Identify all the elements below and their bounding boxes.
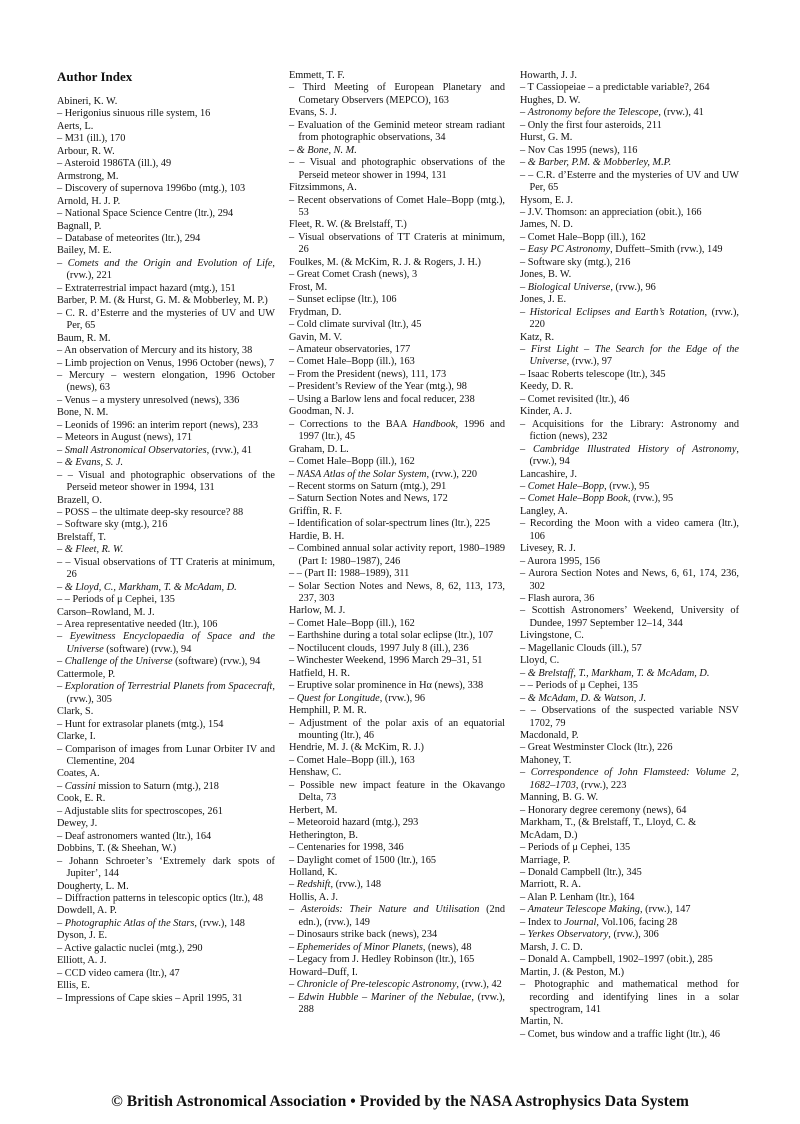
- author-name: Ellis, E.: [57, 980, 90, 992]
- index-subentry: – Cold climate survival (ltr.), 45: [289, 319, 422, 331]
- author-name: Cook, E. R.: [57, 793, 106, 805]
- index-subentry: – Comets and the Origin and Evolution of Life, (rvw.), 221: [57, 257, 275, 282]
- index-subentry: – Redshift, (rvw.), 148: [289, 879, 382, 891]
- author-name: Arnold, H. J. P.: [57, 195, 121, 207]
- index-entry: [57, 731, 275, 768]
- author-name: Dowdell, A. P.: [57, 905, 117, 917]
- author-name: Keedy, D. R.: [520, 381, 574, 393]
- author-name: Clark, S.: [57, 706, 94, 718]
- index-entry: [289, 668, 505, 705]
- index-subentry: – Winchester Weekend, 1996 March 29–31, 51: [289, 655, 483, 667]
- index-entry: [520, 817, 739, 854]
- index-subentry: – Centenaries for 1998, 346: [289, 842, 404, 854]
- index-subentry: – Comet Hale–Bopp (ill.), 162: [289, 456, 415, 468]
- index-subentry: – Third Meeting of European Planetary and Cometary Observers (MEPCO), 163: [289, 82, 505, 106]
- index-subentry: – Donald Campbell (ltr.), 345: [520, 867, 642, 878]
- author-name: Coates, A.: [57, 768, 100, 780]
- index-entry: [57, 793, 275, 818]
- index-entry: [520, 195, 739, 220]
- index-entry: [57, 196, 275, 221]
- index-subentry: – Diffraction patterns in telescopic optics (ltr.), 48: [57, 893, 263, 904]
- author-name: Hysom, E. J.: [520, 194, 573, 206]
- index-entry: [520, 792, 739, 817]
- index-entry: [57, 818, 275, 843]
- author-name: Fleet, R. W. (& Brelstaff, T.): [289, 219, 407, 231]
- index-entry: [520, 469, 739, 506]
- index-entry: [289, 406, 505, 443]
- index-entry: [57, 221, 275, 246]
- author-name: Marriage, P.: [520, 854, 571, 866]
- author-name: Bailey, M. E.: [57, 245, 112, 257]
- author-name: Hetherington, B.: [289, 829, 358, 841]
- index-entry: [57, 881, 275, 906]
- index-subentry: – C. R. d’Esterre and the mysteries of UV and UW Per, 65: [57, 307, 275, 332]
- index-subentry: – Magellanic Clouds (ill.), 57: [520, 642, 642, 654]
- index-subentry: – Comet Hale–Bopp (ill.), 163: [289, 754, 415, 766]
- index-subentry: – Donald A. Campbell, 1902–1997 (obit.), 285: [520, 954, 713, 966]
- index-subentry: – Database of meteorites (ltr.), 294: [57, 232, 201, 244]
- index-subentry: – Impressions of Cape skies – April 1995, 31: [57, 992, 243, 1004]
- index-subentry: – Scottish Astronomers’ Weekend, University of Dundee, 1997 September 12–14, 344: [520, 605, 739, 629]
- index-subentry: – Corrections to the BAA Handbook, 1996 and 1997 (ltr.), 45: [289, 418, 505, 443]
- index-subentry: – Johann Schroeter’s ‘Extremely dark spots of Jupiter’, 144: [57, 855, 275, 880]
- index-subentry: – Challenge of the Universe (software) (rvw.), 94: [57, 656, 261, 668]
- index-subentry: – Correspondence of John Flamsteed: Volume 2, 1682–1703, (rvw.), 223: [520, 767, 739, 791]
- index-subentry: – Daylight comet of 1500 (ltr.), 165: [289, 854, 436, 866]
- author-name: Katz, R.: [520, 331, 555, 343]
- index-subentry: – Photographic Atlas of the Stars, (rvw.), 148: [57, 917, 245, 929]
- index-entry: [57, 843, 275, 880]
- index-subentry: – Deaf astronomers wanted (ltr.), 164: [57, 830, 212, 842]
- index-entry: [520, 755, 739, 792]
- index-subentry: – NASA Atlas of the Solar System, (rvw.), 220: [289, 468, 478, 480]
- index-subentry: – National Space Science Centre (ltr.), 294: [57, 208, 234, 220]
- index-entry: [520, 942, 739, 967]
- index-entry: [289, 867, 505, 892]
- index-entry: [289, 107, 505, 182]
- index-subentry: – Aurora 1995, 156: [520, 555, 601, 567]
- index-subentry: – – Observations of the suspected variable NSV 1702, 79: [520, 705, 739, 729]
- index-entry: [289, 257, 505, 282]
- index-subentry: – Hunt for extrasolar planets (mtg.), 154: [57, 718, 224, 730]
- index-subentry: – Comet revisited (ltr.), 46: [520, 393, 630, 405]
- author-name: Barber, P. M. (& Hurst, G. M. & Mobberley, M. P.): [57, 295, 268, 307]
- index-entry: [57, 669, 275, 706]
- author-name: Dyson, J. E.: [57, 930, 108, 942]
- index-entry: [520, 95, 739, 132]
- index-subentry: – First Light – The Search for the Edge of the Universe, (rvw.), 97: [520, 343, 739, 368]
- index-subentry: – Cassini mission to Saturn (mtg.), 218: [57, 780, 219, 792]
- author-name: Bagnall, P.: [57, 220, 102, 232]
- author-name: Hollis, A. J.: [289, 891, 338, 903]
- index-subentry: – CCD video camera (ltr.), 47: [57, 967, 180, 979]
- index-subentry: – Area representative needed (ltr.), 106: [57, 619, 218, 631]
- index-subentry: – Software sky (mtg.), 216: [57, 519, 168, 531]
- author-name: Carson–Rowland, M. J.: [57, 606, 155, 618]
- footer-credit: © British Astronomical Association • Provided by the NASA Astrophysics Data System: [111, 1093, 689, 1110]
- index-entry: [520, 406, 739, 468]
- index-subentry: – Dinosaurs strike back (news), 234: [289, 929, 438, 941]
- author-name: Jones, B. W.: [520, 269, 572, 281]
- page-title: Author Index: [57, 69, 133, 84]
- author-name: Livesey, R. J.: [520, 543, 576, 555]
- index-subentry: – Quest for Longitude, (rvw.), 96: [289, 692, 426, 704]
- index-entry: [289, 967, 505, 1017]
- index-subentry: – Photographic and mathematical method for recording and identifying lines in a solar spectrogram, 141: [520, 979, 739, 1015]
- index-subentry: – Possible new impact feature in the Okavango Delta, 73: [289, 779, 505, 804]
- index-subentry: – Adjustable slits for spectroscopes, 261: [57, 805, 223, 817]
- index-subentry: – Cambridge Illustrated History of Astronomy, (rvw.), 94: [520, 443, 739, 468]
- index-subentry: – – Visual observations of TT Crateris at minimum, 26: [57, 556, 275, 581]
- index-subentry: – – Periods of μ Cephei, 135: [57, 594, 175, 606]
- index-subentry: – Active galactic nuclei (mtg.), 290: [57, 942, 203, 954]
- index-entry: [289, 742, 505, 767]
- index-subentry: – Nov Cas 1995 (news), 116: [520, 144, 638, 156]
- author-name: Lancashire, J.: [520, 468, 577, 480]
- index-entry: [57, 532, 275, 607]
- index-subentry: – – Visual and photographic observations of the Perseid meteor shower in 1994, 131: [57, 469, 275, 494]
- author-name: Hatfield, H. R.: [289, 667, 350, 679]
- index-entry: [57, 905, 275, 930]
- index-subentry: – – Visual and photographic observations of the Perseid meteor shower in 1994, 131: [289, 157, 505, 181]
- index-entry: [289, 506, 505, 531]
- index-entry: [520, 132, 739, 194]
- index-subentry: – Biological Universe, (rvw.), 96: [520, 281, 656, 293]
- author-name: Elliott, A. J.: [57, 955, 107, 967]
- index-entry: [520, 294, 739, 331]
- index-subentry: – Acquisitions for the Library: Astronomy and fiction (news), 232: [520, 418, 739, 443]
- index-entry: [520, 219, 739, 269]
- index-subentry: – Easy PC Astronomy, Duffett–Smith (rvw.), 149: [520, 244, 723, 256]
- author-name: Hardie, B. H.: [289, 530, 345, 542]
- index-subentry: – Meteors in August (news), 171: [57, 432, 192, 444]
- index-subentry: – Comet, bus window and a traffic light (ltr.), 46: [520, 1028, 720, 1040]
- author-name: Mahoney, T.: [520, 754, 572, 766]
- author-name: Hendrie, M. J. (& McKim, R. J.): [289, 742, 424, 754]
- index-subentry: – – C.R. d’Esterre and the mysteries of UV and UW Per, 65: [520, 169, 739, 194]
- index-subentry: – Recent storms on Saturn (mtg.), 291: [289, 480, 447, 492]
- index-entry: [289, 332, 505, 407]
- index-subentry: – Edwin Hubble – Mariner of the Nebulae, (rvw.), 288: [289, 991, 505, 1015]
- index-subentry: – Alan P. Lenham (ltr.), 164: [520, 891, 635, 903]
- author-name: Langley, A.: [520, 505, 568, 517]
- index-entry: [289, 182, 505, 219]
- index-entry: [520, 543, 739, 630]
- index-subentry: – – (Part II: 1988–1989), 311: [289, 568, 410, 580]
- index-subentry: – M31 (ill.), 170: [57, 133, 126, 145]
- index-subentry: – President’s Review of the Year (mtg.), 98: [289, 381, 467, 393]
- author-name: Graham, D. L.: [289, 443, 349, 455]
- index-entry: [520, 70, 739, 95]
- index-entry: [289, 892, 505, 967]
- index-subentry: – Identification of solar-spectrum lines (ltr.), 225: [289, 518, 491, 530]
- index-subentry: – Amateur Telescope Making, (rvw.), 147: [520, 904, 691, 916]
- author-name: Bone, N. M.: [57, 407, 109, 419]
- index-entry: [57, 245, 275, 295]
- index-subentry: – Chronicle of Pre-telescopic Astronomy, (rvw.), 42: [289, 979, 502, 991]
- author-name: Armstrong, M.: [57, 170, 119, 182]
- author-name: Howarth, J. J.: [520, 70, 577, 81]
- index-subentry: – Eruptive solar prominence in Hα (news), 338: [289, 680, 484, 692]
- author-name: Goodman, N. J.: [289, 406, 354, 418]
- index-entry: [289, 605, 505, 667]
- index-subentry: – Ephemerides of Minor Planets, (news), 48: [289, 941, 472, 953]
- index-subentry: – & Barber, P.M. & Mobberley, M.P.: [520, 157, 672, 169]
- author-name: Aerts, L.: [57, 120, 94, 132]
- index-subentry: – Comet Hale–Bopp (ill.), 162: [289, 617, 415, 629]
- index-entry: [520, 332, 739, 382]
- index-entry: [520, 506, 739, 543]
- index-subentry: – Eyewitness Encyclopaedia of Space and the Universe (software) (rvw.), 94: [57, 631, 275, 655]
- index-subentry: – – Periods of μ Cephei, 135: [520, 680, 638, 692]
- index-subentry: – Great Comet Crash (news), 3: [289, 269, 418, 281]
- author-name: Evans, S. J.: [289, 107, 337, 119]
- author-name: Holland, K.: [289, 867, 338, 878]
- author-name: Marsh, J. C. D.: [520, 941, 583, 953]
- index-subentry: – & Brelstaff, T., Markham, T. & McAdam, D.: [520, 667, 710, 679]
- author-name: Hurst, G. M.: [520, 132, 573, 144]
- index-subentry: – & Evans, S. J.: [57, 457, 124, 469]
- author-name: Marriott, R. A.: [520, 879, 581, 891]
- index-subentry: – & Fleet, R. W.: [57, 544, 124, 556]
- index-subentry: – Comet Hale–Bopp, (rvw.), 95: [520, 480, 650, 492]
- index-subentry: – Meteoroid hazard (mtg.), 293: [289, 817, 419, 829]
- index-entry: [57, 930, 275, 955]
- index-entry: [57, 121, 275, 146]
- author-name: Abineri, K. W.: [57, 96, 118, 107]
- author-name: Martin, J. (& Peston, M.): [520, 966, 625, 978]
- author-name: Foulkes, M. (& McKim, R. J. & Rogers, J. H.): [289, 256, 481, 268]
- index-column-2: [289, 70, 505, 1016]
- index-subentry: – Adjustment of the polar axis of an equatorial mounting (ltr.), 46: [289, 717, 505, 742]
- index-subentry: – Extraterrestrial impact hazard (mtg.), 151: [57, 282, 236, 294]
- index-entry: [520, 967, 739, 1017]
- index-column-1: [57, 70, 275, 1005]
- author-name: Harlow, M. J.: [289, 605, 346, 617]
- author-name: Kinder, A. J.: [520, 406, 572, 418]
- index-subentry: – T Cassiopeiae – a predictable variable?, 264: [520, 82, 710, 94]
- index-entry: [57, 955, 275, 980]
- author-name: Hughes, D. W.: [520, 94, 581, 106]
- index-subentry: – Periods of μ Cephei, 135: [520, 842, 631, 854]
- index-subentry: – Venus – a mystery unresolved (news), 336: [57, 394, 240, 406]
- index-subentry: – Recent observations of Comet Hale–Bopp (mtg.), 53: [289, 194, 505, 218]
- author-name: Henshaw, C.: [289, 767, 342, 779]
- index-subentry: – Small Astronomical Observatories, (rvw.), 41: [57, 444, 252, 456]
- index-subentry: – An observation of Mercury and its history, 38: [57, 345, 253, 357]
- author-name: Howard–Duff, I.: [289, 966, 358, 978]
- index-subentry: – Index to Journal, Vol.106, facing 28: [520, 916, 678, 928]
- index-entry: [289, 219, 505, 256]
- index-entry: [289, 805, 505, 830]
- index-subentry: – Sunset eclipse (ltr.), 106: [289, 294, 397, 306]
- author-name: Hemphill, P. M. R.: [289, 705, 367, 717]
- index-entry: [520, 269, 739, 294]
- index-entry: [57, 768, 275, 793]
- index-entry: [57, 706, 275, 731]
- index-subentry: – Historical Eclipses and Earth’s Rotation, (rvw.), 220: [520, 306, 739, 331]
- author-name: Clarke, I.: [57, 731, 96, 743]
- index-subentry: – & McAdam, D. & Watson, J.: [520, 692, 647, 704]
- author-name: Cattermole, P.: [57, 668, 116, 680]
- index-subentry: – Comparison of images from Lunar Orbiter IV and Clementine, 204: [57, 743, 275, 768]
- author-name: Griffin, R. F.: [289, 505, 343, 517]
- index-subentry: – Earthshine during a total solar eclipse (ltr.), 107: [289, 630, 494, 642]
- index-subentry: – Aurora Section Notes and News, 6, 61, 174, 236, 302: [520, 568, 739, 592]
- author-name: Macdonald, P.: [520, 730, 579, 742]
- index-entry: [520, 630, 739, 655]
- index-entry: [289, 444, 505, 506]
- index-entry: [289, 531, 505, 606]
- index-entry: [520, 655, 739, 730]
- index-subentry: – Asteroid 1986TA (ill.), 49: [57, 158, 172, 170]
- index-subentry: – Visual observations of TT Crateris at minimum, 26: [289, 231, 505, 256]
- index-subentry: – J.V. Thomson: an appreciation (obit.), 166: [520, 206, 702, 218]
- index-subentry: – Amateur observatories, 177: [289, 343, 411, 355]
- index-subentry: – Software sky (mtg.), 216: [520, 256, 631, 268]
- author-name: Dougherty, L. M.: [57, 880, 129, 892]
- index-subentry: – Evaluation of the Geminid meteor stream radiant from photographic observations, 34: [289, 119, 505, 144]
- author-name: Herbert, M.: [289, 804, 338, 816]
- index-column-3: [520, 70, 739, 1041]
- index-subentry: – Solar Section Notes and News, 8, 62, 113, 173, 237, 303: [289, 580, 505, 605]
- index-entry: [520, 1016, 739, 1041]
- index-subentry: – Recording the Moon with a video camera (ltr.), 106: [520, 518, 739, 542]
- author-name: Livingstone, C.: [520, 630, 584, 642]
- author-name: Arbour, R. W.: [57, 145, 115, 157]
- index-subentry: – Saturn Section Notes and News, 172: [289, 493, 448, 505]
- index-subentry: – Honorary degree ceremony (news), 64: [520, 804, 687, 816]
- index-subentry: – Comet Hale–Bopp (ill.), 162: [520, 231, 646, 243]
- author-name: Manning, B. G. W.: [520, 792, 599, 804]
- author-name: Martin, N.: [520, 1016, 564, 1028]
- author-name: Baum, R. M.: [57, 332, 111, 344]
- index-subentry: – Legacy from J. Hedley Robinson (ltr.), 165: [289, 954, 475, 966]
- index-subentry: – Only the first four asteroids, 211: [520, 119, 662, 131]
- index-subentry: – Noctilucent clouds, 1997 July 8 (ill.), 236: [289, 642, 469, 654]
- index-subentry: – Asteroids: Their Nature and Utilisation (2nd edn.), (rvw.), 149: [289, 904, 505, 928]
- index-entry: [520, 855, 739, 880]
- author-name: Lloyd, C.: [520, 655, 560, 667]
- index-subentry: – Discovery of supernova 1996bo (mtg.), 103: [57, 183, 246, 195]
- index-entry: [57, 980, 275, 1005]
- author-name: James, N. D.: [520, 219, 573, 231]
- index-entry: [57, 495, 275, 532]
- index-subentry: – Flash aurora, 36: [520, 593, 595, 605]
- author-name: Fitzsimmons, A.: [289, 182, 357, 194]
- index-entry: [289, 767, 505, 804]
- index-subentry: – Comet Hale–Bopp (ill.), 163: [289, 356, 415, 368]
- index-entry: [57, 333, 275, 408]
- index-subentry: – Leonids of 1996: an interim report (news), 233: [57, 419, 259, 431]
- index-entry: [289, 705, 505, 742]
- author-name: Brazell, O.: [57, 494, 102, 506]
- index-subentry: – POSS – the ultimate deep-sky resource? 88: [57, 506, 244, 518]
- index-entry: [57, 171, 275, 196]
- index-subentry: – Combined annual solar activity report, 1980–1989 (Part I: 1980–1987), 246: [289, 543, 505, 567]
- index-subentry: – & Bone, N. M.: [289, 144, 357, 156]
- index-subentry: – Isaac Roberts telescope (ltr.), 345: [520, 368, 666, 380]
- index-subentry: – Using a Barlow lens and focal reducer, 238: [289, 393, 475, 405]
- author-name: Frost, M.: [289, 281, 328, 293]
- index-subentry: – & Lloyd, C., Markham, T. & McAdam, D.: [57, 581, 237, 593]
- index-subentry: – Mercury – western elongation, 1996 October (news), 63: [57, 369, 275, 394]
- index-entry: [57, 146, 275, 171]
- index-subentry: – From the President (news), 111, 173: [289, 368, 447, 380]
- index-entry: [520, 381, 739, 406]
- author-name: Frydman, D.: [289, 306, 342, 318]
- index-entry: [520, 730, 739, 755]
- index-entry: [289, 282, 505, 307]
- author-name: Emmett, T. F.: [289, 70, 345, 81]
- author-name: Dobbins, T. (& Sheehan, W.): [57, 843, 177, 855]
- index-subentry: – Astronomy before the Telescope, (rvw.), 41: [520, 107, 704, 119]
- index-entry: [57, 295, 275, 332]
- index-entry: [57, 607, 275, 669]
- index-subentry: – Herigonius sinuous rille system, 16: [57, 108, 211, 120]
- index-entry: [520, 879, 739, 941]
- index-subentry: – Limb projection on Venus, 1996 October (news), 7: [57, 357, 275, 369]
- index-entry: [57, 96, 275, 121]
- index-entry: [289, 70, 505, 107]
- index-entry: [57, 407, 275, 494]
- index-subentry: – Great Westminster Clock (ltr.), 226: [520, 742, 673, 754]
- index-entry: [289, 830, 505, 867]
- author-name: Gavin, M. V.: [289, 331, 343, 343]
- author-name: Markham, T., (& Brelstaff, T., Lloyd, C. & McAdam, D.): [520, 817, 697, 841]
- index-subentry: – Yerkes Observatory, (rvw.), 306: [520, 929, 659, 941]
- author-name: Jones, J. E.: [520, 294, 567, 306]
- index-subentry: – Exploration of Terrestrial Planets from Spacecraft, (rvw.), 305: [57, 681, 275, 705]
- author-name: Dewey, J.: [57, 818, 98, 830]
- index-subentry: – Comet Hale–Bopp Book, (rvw.), 95: [520, 493, 674, 505]
- author-name: Brelstaff, T.: [57, 531, 106, 543]
- index-entry: [289, 307, 505, 332]
